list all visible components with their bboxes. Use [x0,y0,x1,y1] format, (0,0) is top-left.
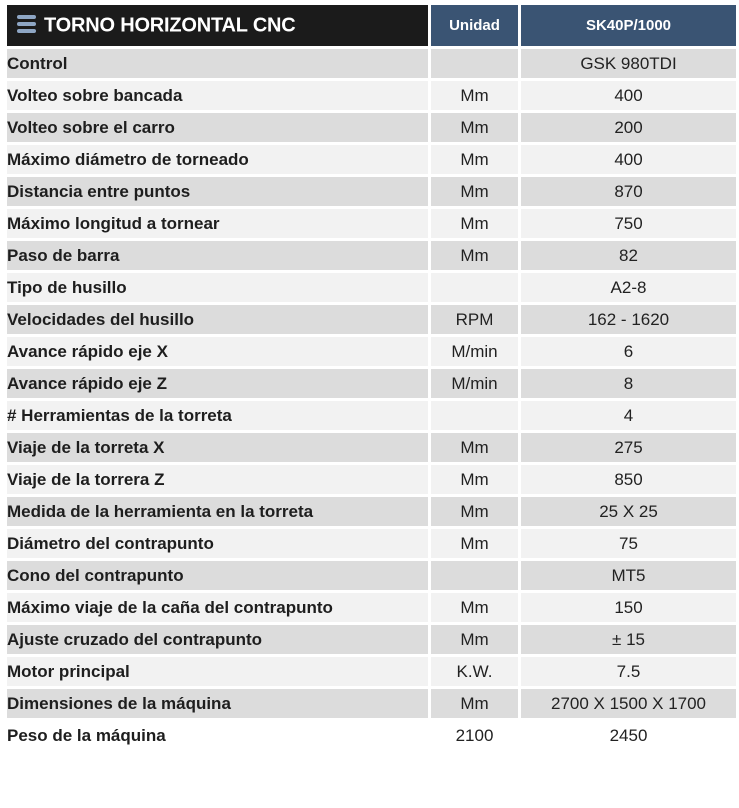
spec-value: 400 [521,142,736,174]
table-row [7,398,736,430]
spec-unit [431,398,521,430]
table-row [7,462,736,494]
table-title: TORNO HORIZONTAL CNC [44,14,296,36]
spec-label: Paso de barra [7,238,431,270]
spec-value: 6 [521,334,736,366]
table-title-cell [7,5,431,46]
table-row [7,494,736,526]
spec-label: Volteo sobre bancada [7,78,431,110]
spec-unit: Mm [431,238,521,270]
spec-label: Diámetro del contrapunto [7,526,431,558]
spec-label: Viaje de la torreta X [7,430,431,462]
spec-value: 400 [521,78,736,110]
spec-value: 2450 [521,718,736,750]
spec-unit [431,558,521,590]
spec-unit: K.W. [431,654,521,686]
spec-value: 7.5 [521,654,736,686]
spec-value: MT5 [521,558,736,590]
spec-value: 870 [521,174,736,206]
spec-value: 850 [521,462,736,494]
spec-value: 8 [521,366,736,398]
table-row [7,238,736,270]
spec-unit: Mm [431,142,521,174]
spec-label: Distancia entre puntos [7,174,431,206]
table-row [7,718,736,750]
spec-unit: RPM [431,302,521,334]
spec-value: 4 [521,398,736,430]
spec-label: Avance rápido eje X [7,334,431,366]
spec-unit: Mm [431,494,521,526]
spec-unit: Mm [431,430,521,462]
spec-label: Peso de la máquina [7,718,431,750]
table-row [7,270,736,302]
spec-label: Tipo de husillo [7,270,431,302]
spec-unit: Mm [431,110,521,142]
spec-label: Volteo sobre el carro [7,110,431,142]
spec-value: 75 [521,526,736,558]
table-row [7,526,736,558]
table-row [7,686,736,718]
spec-label: Dimensiones de la máquina [7,686,431,718]
spec-value: ± 15 [521,622,736,654]
spec-value: A2-8 [521,270,736,302]
table-row [7,430,736,462]
spec-label: Cono del contrapunto [7,558,431,590]
spec-label: Máximo viaje de la caña del contrapunto [7,590,431,622]
spec-unit: Mm [431,526,521,558]
table-row [7,622,736,654]
spec-unit: 2100 [431,718,521,750]
spec-unit [431,270,521,302]
table-row [7,142,736,174]
table-header [7,5,736,46]
menu-icon [17,12,36,36]
model-column-header: SK40P/1000 [521,5,736,46]
spec-value: 2700 X 1500 X 1700 [521,686,736,718]
spec-label: Máximo diámetro de torneado [7,142,431,174]
spec-label: Ajuste cruzado del contrapunto [7,622,431,654]
spec-unit: M/min [431,366,521,398]
spec-label: Máximo longitud a tornear [7,206,431,238]
spec-unit: Mm [431,78,521,110]
spec-unit: Mm [431,622,521,654]
table-row [7,654,736,686]
spec-value: 162 - 1620 [521,302,736,334]
spec-label: Avance rápido eje Z [7,366,431,398]
spec-value: GSK 980TDI [521,46,736,78]
spec-label: Viaje de la torrera Z [7,462,431,494]
spec-label: Velocidades del husillo [7,302,431,334]
spec-label: # Herramientas de la torreta [7,398,431,430]
spec-value: 150 [521,590,736,622]
spec-unit: Mm [431,462,521,494]
spec-value: 275 [521,430,736,462]
table-row [7,78,736,110]
table-row [7,302,736,334]
spec-label: Medida de la herramienta en la torreta [7,494,431,526]
spec-unit: Mm [431,590,521,622]
table-row [7,46,736,78]
spec-table [7,5,736,750]
spec-unit: Mm [431,206,521,238]
unit-column-header: Unidad [431,5,521,46]
spec-label: Control [7,46,431,78]
spec-rows [7,46,736,750]
spec-value: 82 [521,238,736,270]
spec-unit [431,46,521,78]
spec-value: 200 [521,110,736,142]
table-row [7,366,736,398]
spec-value: 750 [521,206,736,238]
spec-unit: Mm [431,686,521,718]
table-row [7,110,736,142]
spec-unit: Mm [431,174,521,206]
table-row [7,206,736,238]
table-row [7,590,736,622]
spec-label: Motor principal [7,654,431,686]
table-row [7,558,736,590]
table-row [7,334,736,366]
table-row [7,174,736,206]
spec-value: 25 X 25 [521,494,736,526]
spec-unit: M/min [431,334,521,366]
